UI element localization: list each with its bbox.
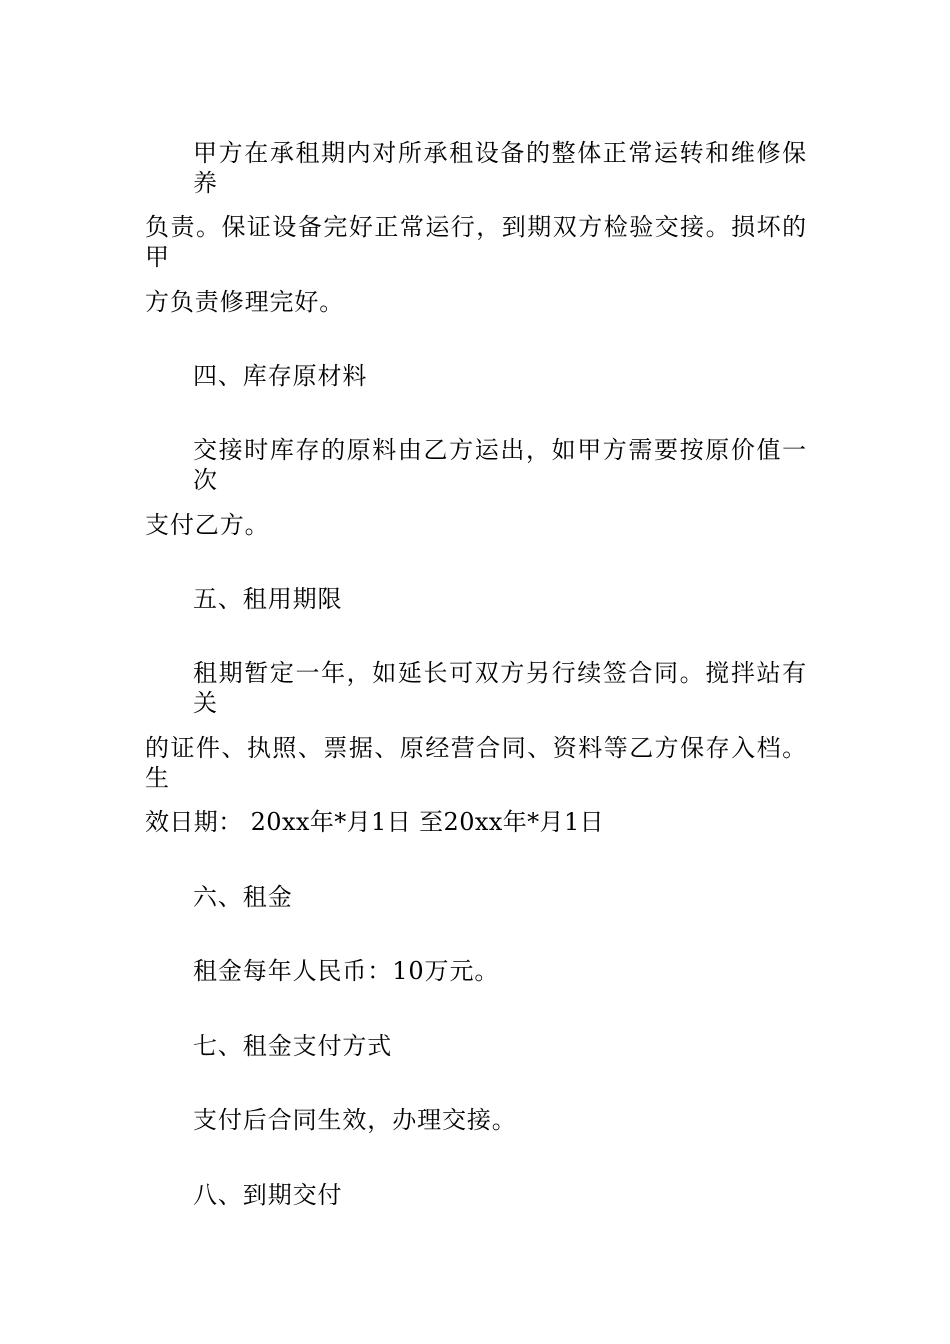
section-heading: 六、租金	[193, 883, 293, 911]
paragraph-line: 租期暂定一年，如延长可双方另行续签合同。搅拌站有关	[193, 659, 807, 717]
paragraph-line: 支付后合同生效，办理交接。	[193, 1106, 517, 1134]
paragraph-line: 甲方在承租期内对所承租设备的整体正常运转和维修保养	[193, 139, 807, 197]
section-heading: 四、库存原材料	[193, 362, 368, 390]
section-heading: 七、租金支付方式	[193, 1032, 393, 1060]
paragraph-line: 负责。保证设备完好正常运行，到期双方检验交接。损坏的甲	[145, 213, 807, 271]
paragraph-line: 的证件、执照、票据、原经营合同、资料等乙方保存入档。 生	[145, 734, 807, 792]
section-heading: 五、租用期限	[193, 585, 343, 613]
paragraph-line: 方负责修理完好。	[145, 288, 345, 316]
section-heading: 八、到期交付	[193, 1181, 343, 1209]
effective-date-line: 效日期： 20xx年*月1日 至20xx年*月1日	[145, 808, 605, 836]
paragraph-line: 交接时库存的原料由乙方运出，如甲方需要按原价值一次	[193, 436, 807, 494]
paragraph-line: 支付乙方。	[145, 511, 270, 539]
rent-amount-line: 租金每年人民币：10万元。	[193, 957, 500, 985]
